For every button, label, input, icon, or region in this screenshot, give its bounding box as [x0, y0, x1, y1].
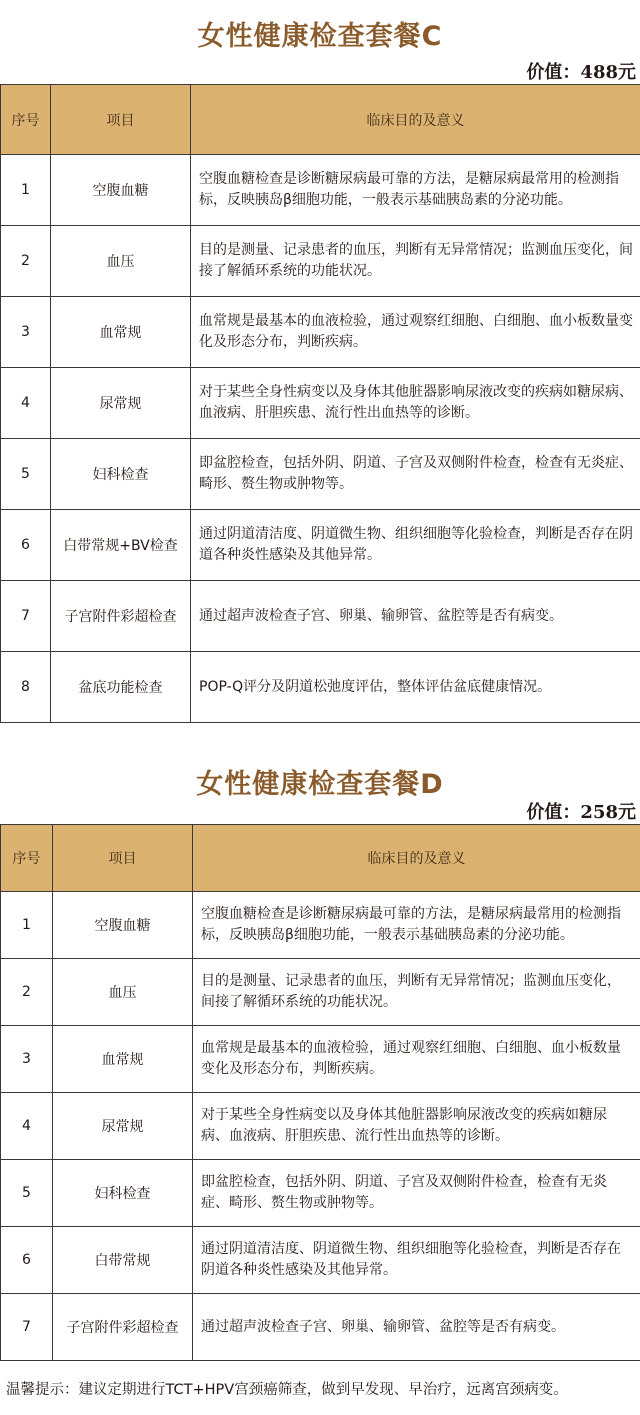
table-row	[1, 297, 640, 368]
row-description: 目的是测量、记录患者的血压，判断有无异常情况；监测血压变化，间接了解循环系统的功能状况。	[193, 959, 640, 1026]
package-c-price: 价值：488元	[526, 62, 636, 83]
row-number: 4	[1, 1093, 53, 1160]
header-desc: 临床目的及意义	[191, 85, 640, 155]
table-row	[1, 1294, 640, 1361]
table-row	[1, 1093, 640, 1160]
row-item: 血压	[51, 226, 191, 297]
table-row	[1, 155, 640, 226]
row-description: 通过阴道清洁度、阴道微生物、组织细胞等化验检查，判断是否存在阴道各种炎性感染及其他异常。	[191, 510, 640, 581]
table-row	[1, 892, 640, 959]
row-item: 空腹血糖	[51, 155, 191, 226]
row-description: 血常规是最基本的血液检验，通过观察红细胞、白细胞、血小板数量变化及形态分布，判断疾病。	[191, 297, 640, 368]
row-number: 7	[1, 1294, 53, 1361]
row-description: 目的是测量、记录患者的血压，判断有无异常情况；监测血压变化，间接了解循环系统的功能状况。	[191, 226, 640, 297]
table-row	[1, 1160, 640, 1227]
row-number: 2	[1, 226, 51, 297]
row-item: 子宫附件彩超检查	[53, 1294, 193, 1361]
row-item: 妇科检查	[51, 439, 191, 510]
row-item: 妇科检查	[53, 1160, 193, 1227]
row-item: 血压	[53, 959, 193, 1026]
row-description: 空腹血糖检查是诊断糖尿病最可靠的方法，是糖尿病最常用的检测指标，反映胰岛β细胞功能，一般表示基础胰岛素的分泌功能。	[193, 892, 640, 959]
table-row	[1, 226, 640, 297]
row-number: 1	[1, 155, 51, 226]
row-number: 1	[1, 892, 53, 959]
row-item: 空腹血糖	[53, 892, 193, 959]
row-item: 子宫附件彩超检查	[51, 581, 191, 652]
row-item: 尿常规	[51, 368, 191, 439]
package-d-table	[0, 824, 640, 1361]
row-item: 血常规	[53, 1026, 193, 1093]
table-row	[1, 439, 640, 510]
row-number: 3	[1, 297, 51, 368]
row-number: 2	[1, 959, 53, 1026]
table-row	[1, 510, 640, 581]
row-item: 血常规	[51, 297, 191, 368]
row-description: 空腹血糖检查是诊断糖尿病最可靠的方法，是糖尿病最常用的检测指标，反映胰岛β细胞功能，一般表示基础胰岛素的分泌功能。	[191, 155, 640, 226]
header-no: 序号	[1, 85, 51, 155]
row-number: 6	[1, 510, 51, 581]
row-number: 7	[1, 581, 51, 652]
row-description: POP-Q评分及阴道松弛度评估，整体评估盆底健康情况。	[191, 652, 640, 723]
row-number: 5	[1, 439, 51, 510]
table-row	[1, 581, 640, 652]
row-description: 对于某些全身性病变以及身体其他脏器影响尿液改变的疾病如糖尿病、血液病、肝胆疾患、流行性出血热等的诊断。	[193, 1093, 640, 1160]
row-description: 即盆腔检查，包括外阴、阴道、子宫及双侧附件检查，检查有无炎症、畸形、赘生物或肿物等。	[193, 1160, 640, 1227]
package-d-title: 女性健康检查套餐D	[196, 769, 444, 800]
health-tip: 温馨提示：建议定期进行TCT+HPV宫颈癌筛查，做到早发现、早治疗，远离宫颈病变。	[6, 1382, 568, 1398]
package-c-table	[0, 84, 640, 723]
table-header-row	[1, 85, 640, 155]
header-item: 项目	[53, 825, 193, 892]
table-header-row	[1, 825, 640, 892]
row-item: 尿常规	[53, 1093, 193, 1160]
row-description: 通过阴道清洁度、阴道微生物、组织细胞等化验检查，判断是否存在阴道各种炎性感染及其他异常。	[193, 1227, 640, 1294]
row-number: 6	[1, 1227, 53, 1294]
row-description: 对于某些全身性病变以及身体其他脏器影响尿液改变的疾病如糖尿病、血液病、肝胆疾患、流行性出血热等的诊断。	[191, 368, 640, 439]
header-no: 序号	[1, 825, 53, 892]
header-desc: 临床目的及意义	[193, 825, 640, 892]
table-row	[1, 959, 640, 1026]
row-item: 白带常规	[53, 1227, 193, 1294]
row-description: 通过超声波检查子宫、卵巢、输卵管、盆腔等是否有病变。	[193, 1294, 640, 1361]
row-number: 8	[1, 652, 51, 723]
row-description: 通过超声波检查子宫、卵巢、输卵管、盆腔等是否有病变。	[191, 581, 640, 652]
package-d-price: 价值：258元	[526, 802, 636, 823]
row-description: 即盆腔检查，包括外阴、阴道、子宫及双侧附件检查，检查有无炎症、畸形、赘生物或肿物等。	[191, 439, 640, 510]
row-number: 3	[1, 1026, 53, 1093]
row-item: 白带常规+BV检查	[51, 510, 191, 581]
row-number: 4	[1, 368, 51, 439]
table-row	[1, 368, 640, 439]
table-row	[1, 1227, 640, 1294]
package-c-title: 女性健康检查套餐C	[197, 21, 443, 52]
row-description: 血常规是最基本的血液检验，通过观察红细胞、白细胞、血小板数量变化及形态分布，判断疾病。	[193, 1026, 640, 1093]
row-number: 5	[1, 1160, 53, 1227]
table-row	[1, 1026, 640, 1093]
row-item: 盆底功能检查	[51, 652, 191, 723]
table-row	[1, 652, 640, 723]
header-item: 项目	[51, 85, 191, 155]
